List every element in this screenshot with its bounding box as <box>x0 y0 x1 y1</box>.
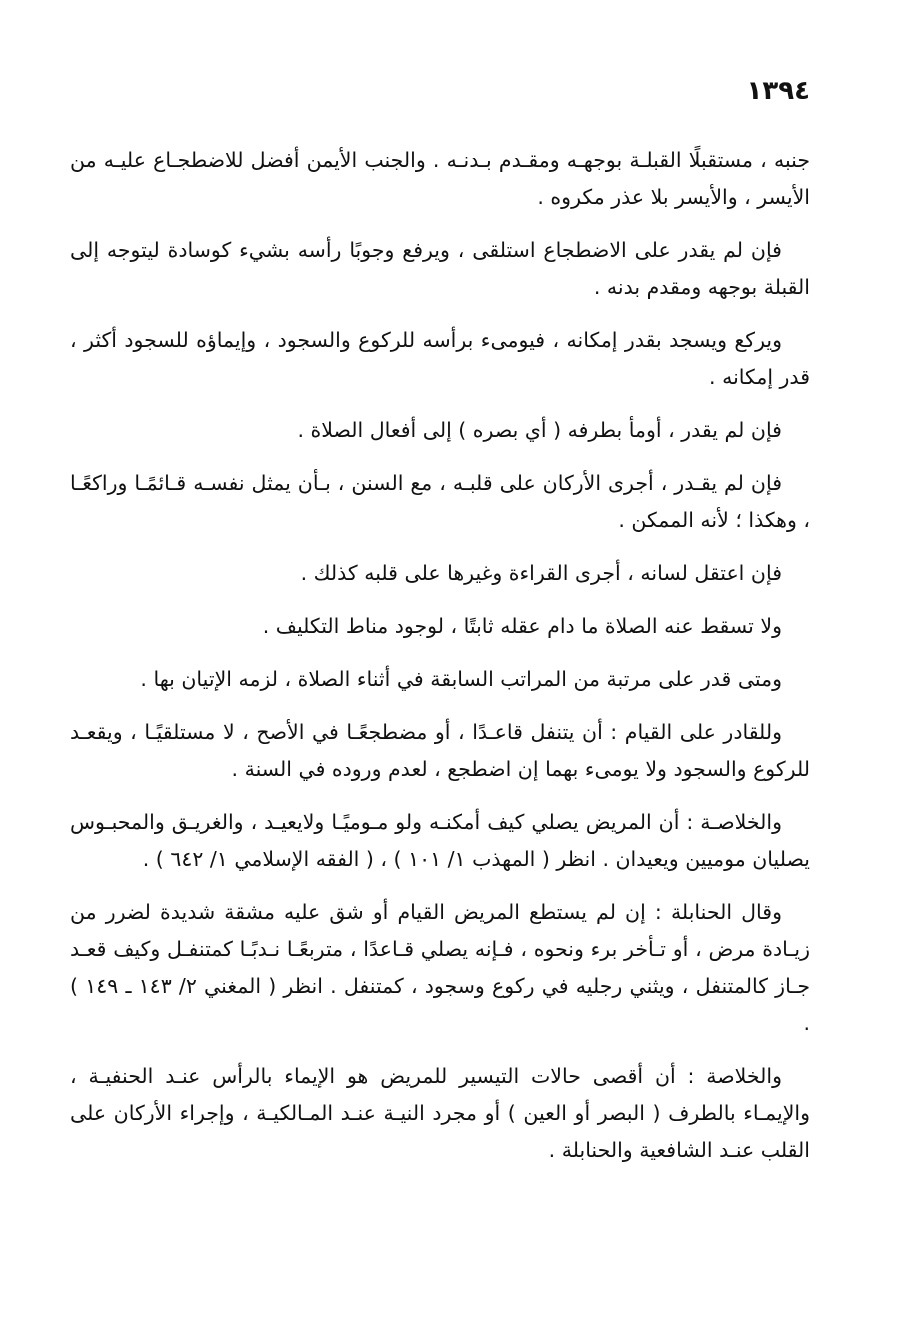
page-number: ١٣٩٤ <box>746 76 810 106</box>
paragraph: والخلاصة : أن أقصى حالات التيسير للمريض هو الإيماء بالرأس عنـد الحنفيـة ، والإيمـاء بالطرف ( البصر أو العين ) أو مجرد النيـة عنـد المـالكيـة ، وإجراء الأركان على القلب عنـد الشافعية والحنابلة . <box>70 1064 810 1162</box>
paragraph: والخلاصـة : أن المريض يصلي كيف أمكنـه ولو مـوميًـا ولايعيـد ، والغريـق والمحبـوس يصليان موميين ويعيدان . انظر ( المهذب ١/ ١٠١ ) ، ( الفقه الإسلامي ١/ ٦٤٢ ) . <box>70 810 810 871</box>
body-text <box>70 142 810 1185</box>
document-page <box>70 70 810 1310</box>
paragraph: فإن لم يقدر ، أومأ بطرفه ( أي بصره ) إلى أفعال الصلاة . <box>297 418 782 442</box>
paragraph: وللقادر على القيام : أن يتنفل قاعـدًا ، أو مضطجعًـا في الأصح ، لا مستلقيًـا ، ويقعـد للركوع والسجود ولا يومىء بهما إن اضطجع ، لعدم وروده في السنة . <box>70 720 810 781</box>
paragraph: فإن لم يقـدر ، أجرى الأركان على قلبـه ، مع السنن ، بـأن يمثل نفسـه قـائمًـا وراكعًـا ، وهكذا ؛ لأنه الممكن . <box>70 471 810 532</box>
paragraph: جنبه ، مستقبلًا القبلـة بوجهـه ومقـدم بـدنـه . والجنب الأيمن أفضل للاضطجـاع عليـه من الأيسر ، والأيسر بلا عذر مكروه . <box>70 148 810 209</box>
paragraph: فإن لم يقدر على الاضطجاع استلقى ، ويرفع وجوبًا رأسه بشيء كوسادة ليتوجه إلى القبلة بوجهه ومقدم بدنه . <box>70 238 810 299</box>
paragraph: ويركع ويسجد بقدر إمكانه ، فيومىء برأسه للركوع والسجود ، وإيماؤه للسجود أكثر ، قدر إمكانه . <box>70 328 810 389</box>
paragraph: ولا تسقط عنه الصلاة ما دام عقله ثابتًا ، لوجود مناط التكليف . <box>262 614 782 638</box>
paragraph: فإن اعتقل لسانه ، أجرى القراءة وغيرها على قلبه كذلك . <box>300 561 782 585</box>
paragraph: ومتى قدر على مرتبة من المراتب السابقة في أثناء الصلاة ، لزمه الإتيان بها . <box>140 667 782 691</box>
paragraph: وقال الحنابلة : إن لم يستطع المريض القيام أو شق عليه مشقة شديدة لضرر من زيـادة مرض ، أو تـأخر برء ونحوه ، فـإنه يصلي قـاعدًا ، متربعًـا نـدبًـا كمتنفـل وكيف قعـد جـاز كالمتنفل ، ويثني رجليه في ركوع وسجود ، كمتنفل . انظر ( المغني ٢/ ١٤٣ ـ ١٤٩ ) . <box>70 900 811 1035</box>
